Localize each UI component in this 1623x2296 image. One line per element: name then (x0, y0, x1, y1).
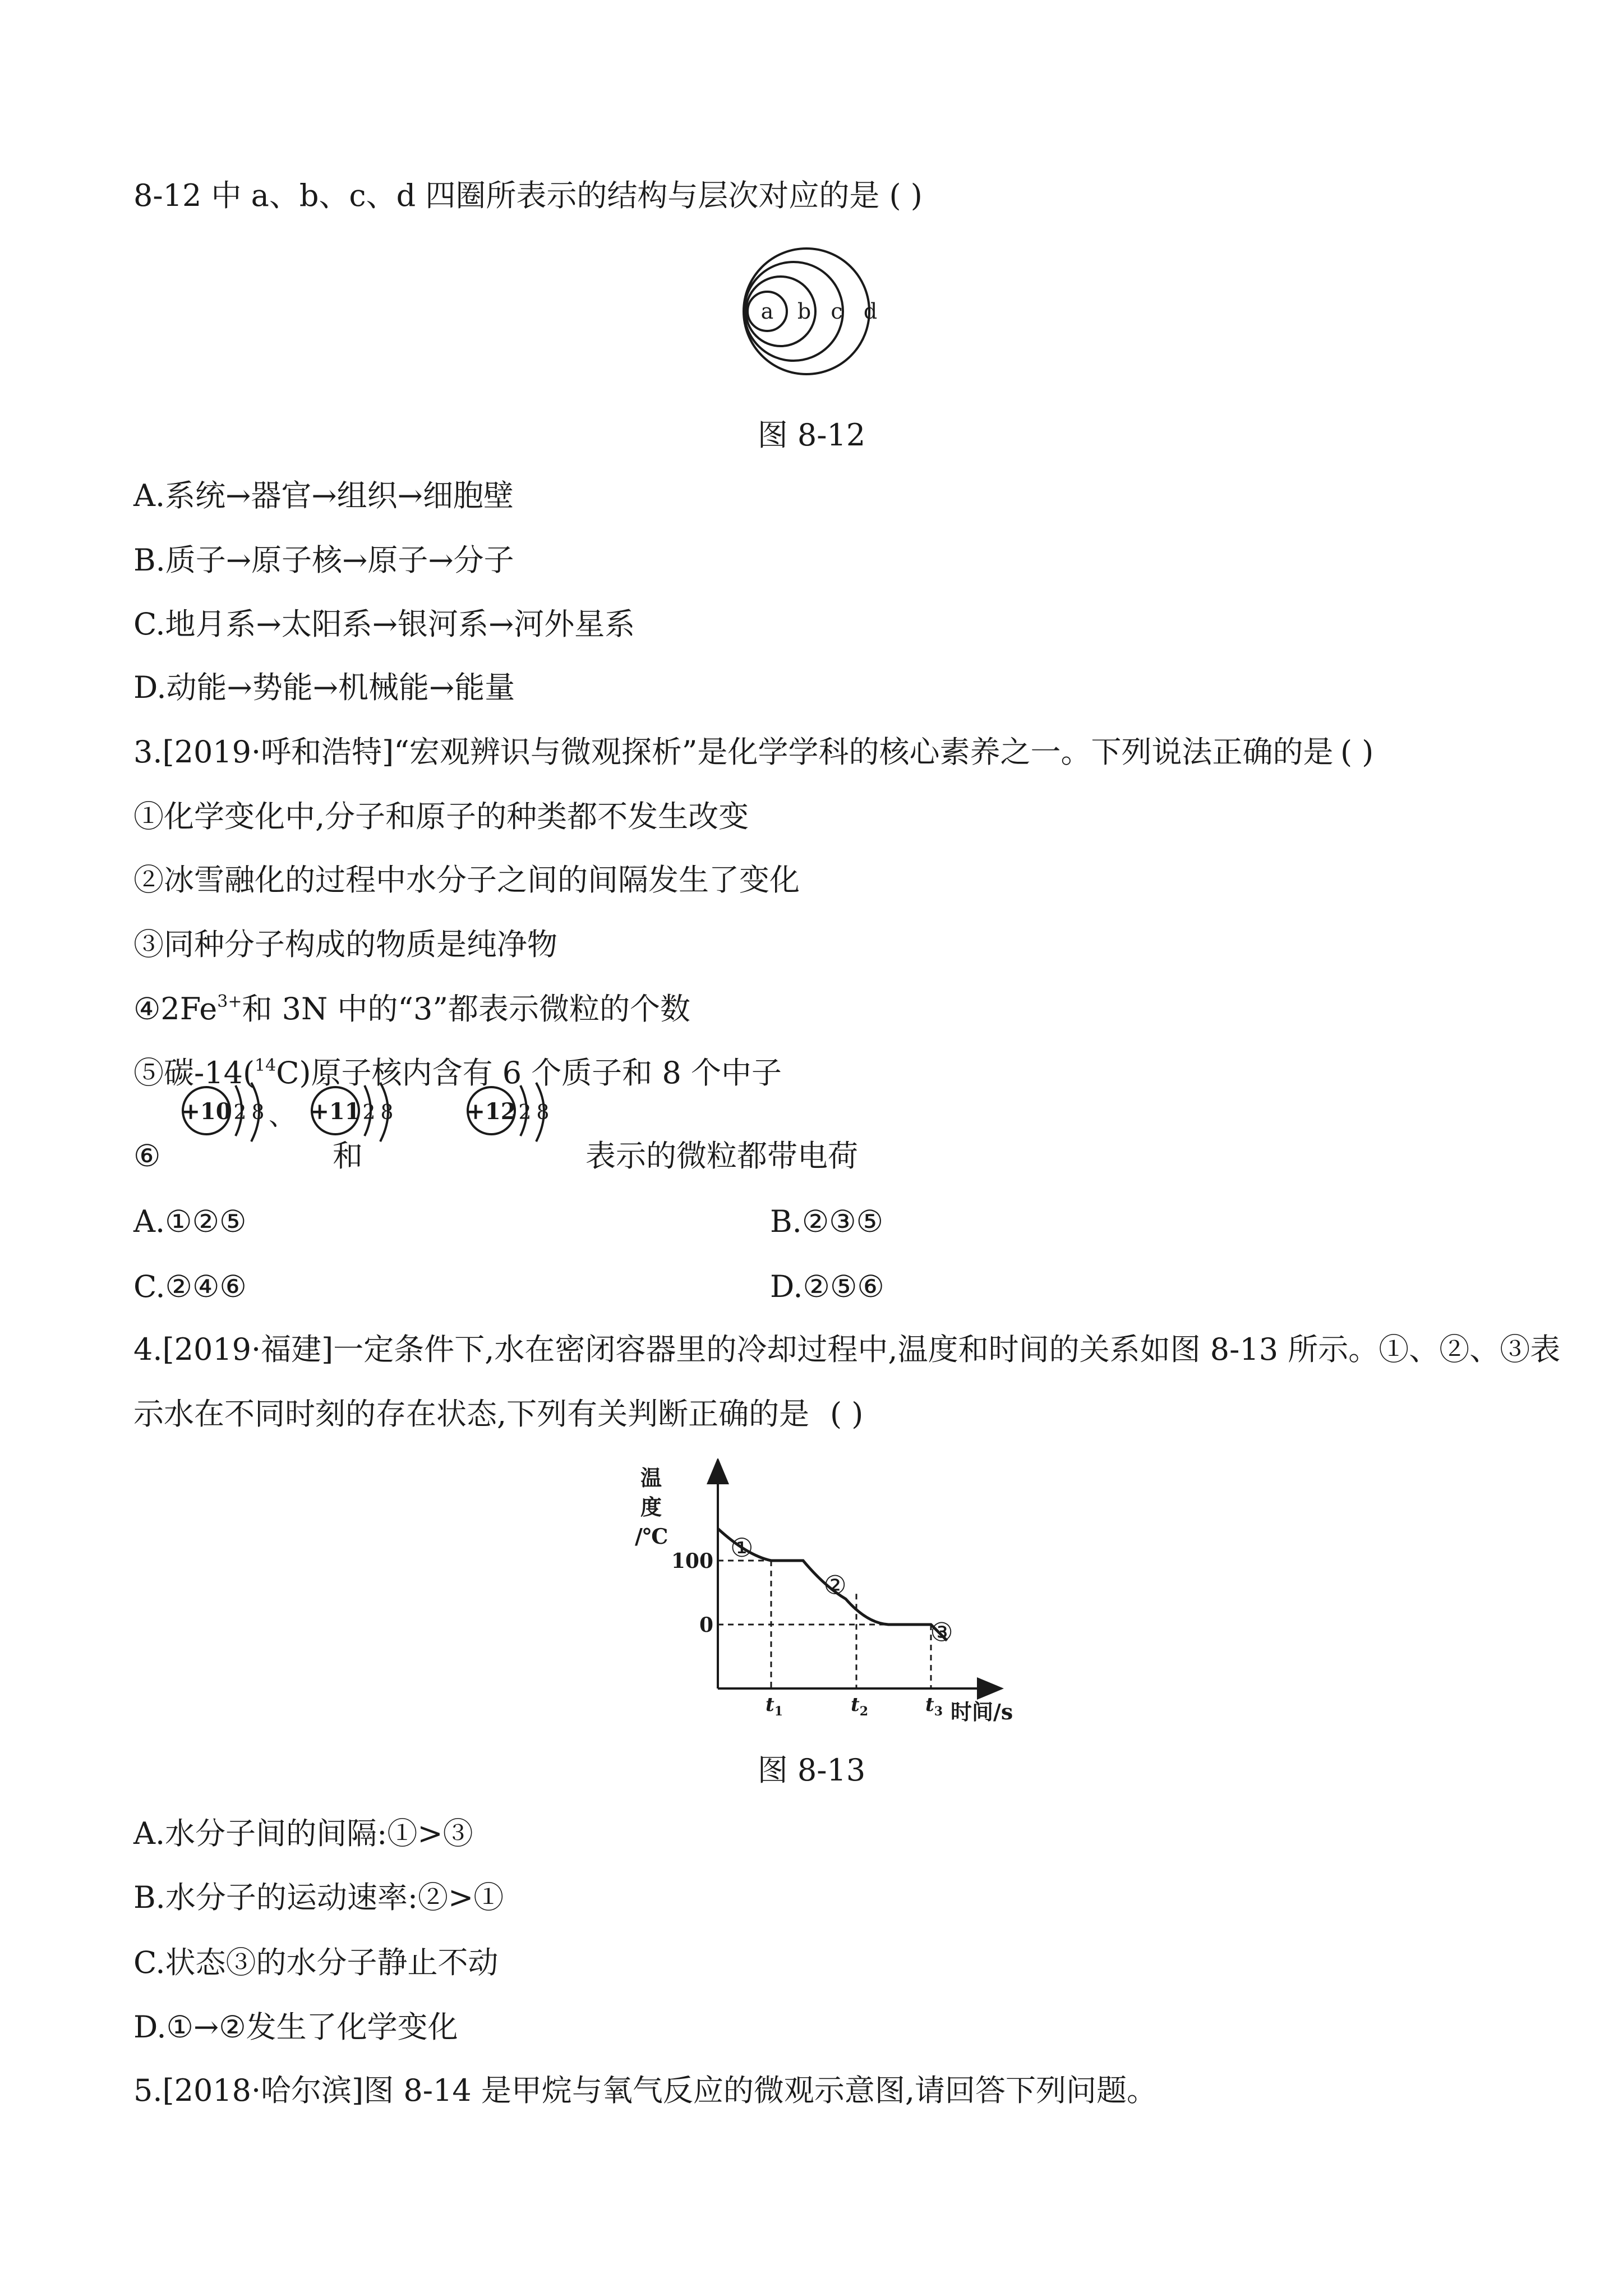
q3-item-6-tail: 表示的微粒都带电荷 (585, 1138, 858, 1174)
y-axis-label-part: 温 (640, 1465, 662, 1490)
fe-charge-superscript: 3+ (217, 992, 242, 1011)
ion-structure-diagrams (162, 1080, 621, 1178)
ion-2-shell-1-count: 2 (362, 1101, 376, 1124)
q3-item-2: ②冰雪融化的过程中水分子之间的间隔发生了变化 (133, 862, 800, 898)
q2-option-a: A.系统→器官→组织→细胞壁 (133, 478, 514, 513)
q4-option-b: B.水分子的运动速率:②>① (133, 1880, 504, 1915)
q3-item-4-pre: ④2Fe (133, 991, 218, 1027)
y-axis-label-part: 度 (640, 1494, 662, 1520)
ion-separator: 、 (268, 1100, 296, 1131)
x-tick-label: $t_3$ (925, 1694, 943, 1719)
mass-number-superscript: 14 (255, 1056, 276, 1075)
q3-item-3: ③同种分子构成的物质是纯净物 (133, 927, 557, 962)
q4-option-d: D.①→②发生了化学变化 (133, 2009, 458, 2045)
figure-caption-8-12: 图 8-12 (757, 417, 866, 453)
y-tick-label: 0 (699, 1613, 713, 1637)
q3-item-4-post: 和 3N 中的“3”都表示微粒的个数 (242, 991, 690, 1027)
cooling-curve-chart (634, 1458, 1015, 1739)
y-tick-label: 100 (671, 1549, 713, 1573)
q3-option-c: C.②④⑥ (133, 1269, 247, 1304)
ion-2-shell-2-count: 8 (380, 1101, 394, 1124)
q5-stem: 5.[2018·哈尔滨]图 8-14 是甲烷与氧气反应的微观示意图,请回答下列问题。 (133, 2073, 1158, 2108)
ion-1-nucleus-charge: +10 (181, 1098, 232, 1125)
state-marker-1: ① (730, 1533, 754, 1563)
q3-item-4 (133, 989, 690, 1029)
q3-answer-bracket: ( ) (1340, 734, 1374, 770)
q2-option-c: C.地月系→太阳系→银河系→河外星系 (133, 606, 635, 642)
q3-stem: 3.[2019·呼和浩特]“宏观辨识与微观探析”是化学学科的核心素养之一。下列说法正确的是 (133, 734, 1334, 770)
x-tick-label: $t_2$ (851, 1694, 869, 1719)
q3-item-6-number: ⑥ (133, 1138, 161, 1174)
circle-label-c: c (831, 299, 843, 324)
state-marker-2: ② (823, 1570, 847, 1600)
q3-item-6-and: 和 (333, 1138, 363, 1174)
q4-stem-line-2: 示水在不同时刻的存在状态,下列有关判断正确的是 (133, 1396, 810, 1432)
q3-item-5-pre: ⑤碳-14( (133, 1055, 255, 1091)
ion-3-shell-2-count: 8 (536, 1101, 550, 1124)
circle-c (744, 262, 843, 361)
ion-1-shell-1-count: 2 (233, 1101, 247, 1124)
y-axis-label-part: /℃ (635, 1524, 668, 1549)
x-tick-label: $t_1$ (766, 1694, 783, 1719)
q3-item-6 (133, 1080, 1031, 1178)
circle-label-b: b (797, 299, 811, 324)
figure-caption-8-13: 图 8-13 (757, 1752, 866, 1788)
q4-option-c: C.状态③的水分子静止不动 (133, 1945, 499, 1980)
circle-label-d: d (863, 299, 878, 324)
q3-option-b: B.②③⑤ (770, 1204, 884, 1239)
ion-1-shell-2-count: 8 (251, 1101, 265, 1124)
q3-option-d: D.②⑤⑥ (770, 1269, 884, 1304)
q4-stem-line-1: 4.[2019·福建]一定条件下,水在密闭容器里的冷却过程中,温度和时间的关系如图 8-13 所示。①、②、③表 (133, 1332, 1561, 1367)
q4-option-a: A.水分子间的间隔:①>③ (133, 1816, 473, 1851)
x-axis-label: 时间/s (951, 1699, 1013, 1724)
ion-3-shell-1-count: 2 (518, 1101, 532, 1124)
state-marker-3: ③ (930, 1617, 953, 1648)
q2-option-b: B.质子→原子核→原子→分子 (133, 542, 514, 578)
q2-stem: 8-12 中 a、b、c、d 四圈所表示的结构与层次对应的是 ( ) (133, 178, 923, 213)
circle-label-a: a (760, 299, 774, 324)
q3-item-1: ①化学变化中,分子和原子的种类都不发生改变 (133, 799, 749, 834)
ion-3-nucleus-charge: +12 (466, 1098, 517, 1125)
q4-answer-bracket: ( ) (830, 1396, 864, 1432)
ion-2-nucleus-charge: +11 (310, 1098, 361, 1125)
q3-item-5-post: C)原子核内含有 6 个质子和 8 个中子 (276, 1055, 782, 1091)
q2-option-d: D.动能→势能→机械能→能量 (133, 670, 515, 705)
q3-option-a: A.①②⑤ (133, 1204, 247, 1239)
nested-circles-figure (740, 244, 897, 379)
